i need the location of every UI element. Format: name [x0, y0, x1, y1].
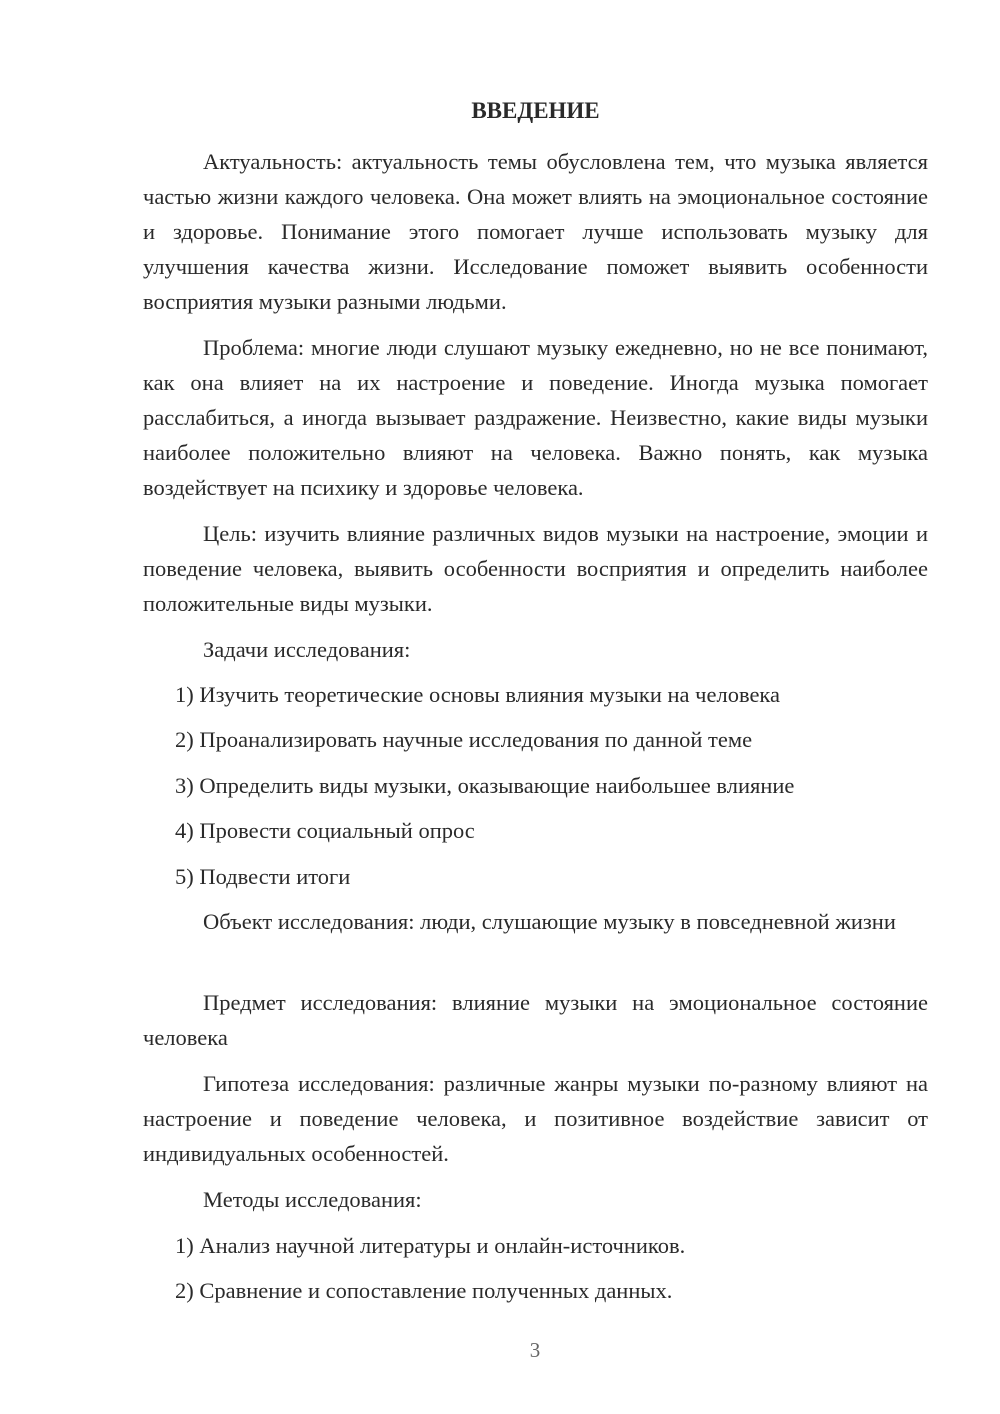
task-item: 5) Подвести итоги: [175, 864, 351, 889]
goal-paragraph: Цель: изучить влияние различных видов музыки на настроение, эмоции и поведение человека, выявить особенности восприятия и определить наиболее положительные виды музыки.: [143, 521, 928, 616]
task-item: 4) Провести социальный опрос: [175, 818, 475, 843]
methods-heading: Методы исследования:: [203, 1187, 422, 1212]
object-paragraph: Объект исследования: люди, слушающие музыку в повседневной жизни: [203, 909, 896, 934]
hypothesis-paragraph: Гипотеза исследования: различные жанры музыки по-разному влияют на настроение и поведение человека, и позитивное воздействие зависит от индивидуальных особенностей.: [143, 1071, 928, 1166]
section-title: ВВЕДЕНИЕ: [471, 98, 600, 123]
page-number: 3: [529, 1338, 541, 1362]
subject-paragraph: Предмет исследования: влияние музыки на эмоциональное состояние человека: [143, 990, 928, 1050]
relevance-paragraph: Актуальность: актуальность темы обусловлена тем, что музыка является частью жизни каждого человека. Она может влиять на эмоциональное состояние и здоровье. Понимание этого помогает лучше использовать музыку для улучшения качества жизни. Исследование поможет выявить особенности восприятия музыки разными людьми.: [143, 149, 928, 314]
task-item: 1) Изучить теоретические основы влияния музыки на человека: [175, 682, 781, 707]
method-item: 2) Сравнение и сопоставление полученных данных.: [175, 1278, 673, 1303]
tasks-heading: Задачи исследования:: [203, 637, 411, 662]
method-item: 1) Анализ научной литературы и онлайн-источников.: [175, 1233, 686, 1258]
task-item: 2) Проанализировать научные исследования по данной теме: [175, 727, 753, 752]
task-item: 3) Определить виды музыки, оказывающие наибольшее влияние: [175, 773, 795, 798]
problem-paragraph: Проблема: многие люди слушают музыку ежедневно, но не все понимают, как она влияет на их настроение и поведение. Иногда музыка помогает расслабиться, а иногда вызывает раздражение. Неизвестно, какие виды музыки наиболее положительно влияют на человека. Важно понять, как музыка воздействует на психику и здоровье человека.: [143, 335, 928, 500]
